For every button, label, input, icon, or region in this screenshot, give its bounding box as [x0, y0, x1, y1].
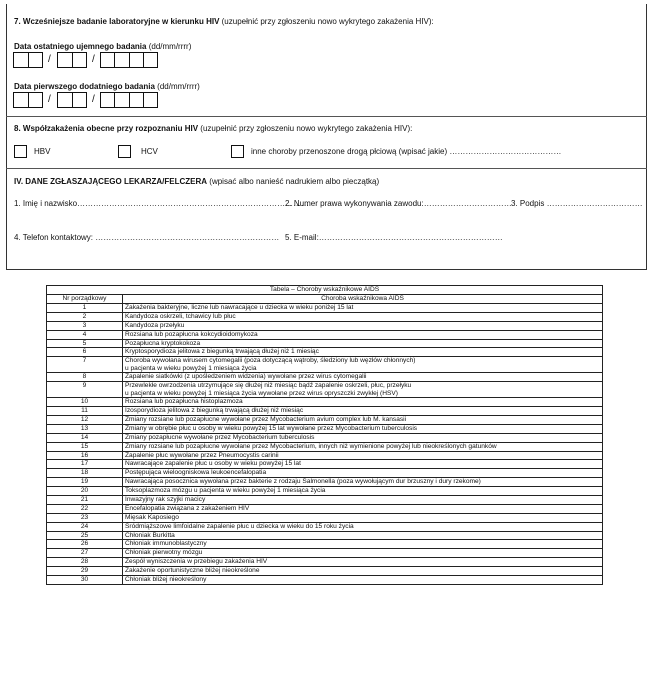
table-row: [47, 304, 603, 313]
date-separator: /: [92, 54, 95, 65]
table-body: [47, 304, 603, 585]
table-row: [47, 424, 603, 433]
row-number: 11: [47, 407, 123, 416]
table-row: [47, 487, 603, 496]
disease-name: [123, 312, 603, 321]
row-number: 4: [47, 330, 123, 339]
table-row: [47, 373, 603, 382]
row-number: 8: [47, 373, 123, 382]
table-row: [47, 549, 603, 558]
table-row: [47, 433, 603, 442]
doctor-name-field[interactable]: 1. Imię i nazwisko……………………………………………………………………………: [14, 199, 310, 208]
section4-title-note: (wpisać albo nanieść nadrukiem albo pieczątką): [209, 177, 380, 186]
row-number: 5: [47, 339, 123, 348]
row-number: 7: [47, 357, 123, 373]
row-number: 6: [47, 348, 123, 357]
disease-name: [123, 442, 603, 451]
table-row: [47, 576, 603, 585]
neg-date-day-field[interactable]: [13, 52, 43, 68]
row-number: 20: [47, 487, 123, 496]
row-number: 13: [47, 424, 123, 433]
table-row: [47, 496, 603, 505]
disease-name-line: Pozapłucna kryptokokoza: [125, 339, 201, 347]
disease-name: [123, 373, 603, 382]
pos-date-month-field[interactable]: [57, 92, 87, 108]
row-number: 12: [47, 416, 123, 425]
row-number: 15: [47, 442, 123, 451]
disease-name: [123, 357, 603, 373]
neg-date-label-bold: Data ostatniego ujemnego badania: [14, 42, 147, 51]
table-row: [47, 416, 603, 425]
column-header-nr: Nr porządkowy: [47, 295, 123, 304]
disease-name-line: Chłoniak Burkitta: [125, 531, 175, 539]
disease-name-line: Kandydoza oskrzeli, tchawicy lub płuc: [125, 312, 236, 320]
disease-name-line: Przewlekłe owrzodzenia utrzymujące się dłużej niż miesiąc bądź zapalenie oskrzeli, płuc, przełyku: [125, 382, 412, 390]
pos-date-year-field[interactable]: [100, 92, 158, 108]
table-row: [47, 478, 603, 487]
disease-name-line: Zakażenia bakteryjne, liczne lub nawracające u dziecka w wieku poniżej 15 lat: [125, 304, 354, 311]
disease-name-line: Zmiany rozsiane lub pozapłucne wywołane przez Mycobacterium, innych niż wymienione powyżej lub nieokreślonych gatunków: [125, 442, 497, 450]
disease-name-line: Zakażenie oportunistyczne bliżej nieokreślone: [125, 567, 260, 575]
table-row: [47, 442, 603, 451]
table-row: [47, 407, 603, 416]
disease-name: [123, 382, 603, 398]
row-number: 27: [47, 549, 123, 558]
neg-date-year-field[interactable]: [100, 52, 158, 68]
row-number: 19: [47, 478, 123, 487]
disease-name-line: Kryptosporydioza jelitowa z biegunką trwającą dłużej niż 1 miesiąc: [125, 348, 319, 356]
disease-name: [123, 504, 603, 513]
disease-name-line: Zmiany pozapłucne wywołane przez Mycobacterium tuberculosis: [125, 433, 315, 441]
signature-field[interactable]: 3. Podpis ………………………………: [511, 199, 643, 208]
row-number: 3: [47, 321, 123, 330]
hbv-label: HBV: [34, 147, 51, 156]
table-row: [47, 460, 603, 469]
disease-name: [123, 304, 603, 313]
table-row: [47, 398, 603, 407]
disease-name: [123, 478, 603, 487]
email-field[interactable]: 5. E-mail:……………………………………………………………: [285, 233, 503, 242]
row-number: 23: [47, 513, 123, 522]
table-row: [47, 357, 603, 373]
disease-name-line: Nawracająca posocznica wywołana przez bakterie z rodzaju Salmonella (poza wywołującym dur brzuszny i dury rzekome): [125, 478, 481, 486]
disease-name: [123, 424, 603, 433]
table-row: [47, 321, 603, 330]
section7-title-note: (uzupełnić przy zgłoszeniu nowo wykrytego zakażenia HIV):: [221, 17, 434, 26]
disease-name: [123, 416, 603, 425]
disease-name-line: u pacjenta w wieku powyżej 1 miesiąca życia: [125, 364, 257, 372]
disease-name-line: Izosporydioza jelitowa z biegunką trwającą dłużej niż miesiąc: [125, 407, 304, 415]
phone-field[interactable]: 4. Telefon kontaktowy: ……………………………………………………………: [14, 233, 280, 242]
divider: [6, 168, 647, 169]
section8-title: [14, 124, 412, 134]
hcv-label: HCV: [141, 147, 158, 156]
disease-name: [123, 487, 603, 496]
other-std-checkbox[interactable]: [231, 145, 244, 158]
row-number: 28: [47, 558, 123, 567]
disease-name-line: Zapalenie płuc wywołane przez Pneumocystis carinii: [125, 451, 279, 459]
row-number: 25: [47, 531, 123, 540]
disease-name: [123, 330, 603, 339]
neg-date-format: (dd/mm/rrrr): [148, 42, 192, 51]
row-number: 30: [47, 576, 123, 585]
disease-name: [123, 460, 603, 469]
disease-name: [123, 522, 603, 531]
disease-name: [123, 433, 603, 442]
section4-title-bold: IV. DANE ZGŁASZAJĄCEGO LEKARZA/FELCZERA: [14, 177, 208, 186]
row-number: 22: [47, 504, 123, 513]
disease-name-line: u pacjenta w wieku powyżej 1 miesiąca życia wywołane przez wirus opryszczki zwykłej (HSV): [125, 389, 398, 397]
row-number: 29: [47, 567, 123, 576]
disease-name: [123, 348, 603, 357]
disease-name: [123, 451, 603, 460]
disease-name-line: Mięsak Kaposiego: [125, 513, 179, 521]
disease-name: [123, 407, 603, 416]
hbv-checkbox[interactable]: [14, 145, 27, 158]
table-row: [47, 504, 603, 513]
aids-indicator-table: [46, 285, 603, 585]
row-number: 26: [47, 540, 123, 549]
disease-name-line: Choroba wywołana wirusem cytomegalii (poza dotyczącą wątroby, śledziony lub węzłów chłonnych): [125, 357, 416, 365]
disease-name-line: Encefalopatia związana z zakażeniem HIV: [125, 504, 250, 512]
disease-name-line: Kandydoza przełyku: [125, 321, 185, 329]
section8-title-note: (uzupełnić przy zgłoszeniu nowo wykrytego zakażenia HIV):: [200, 124, 413, 133]
disease-name-line: Chłoniak bliżej nieokreślony: [125, 576, 207, 584]
section4-title: [14, 177, 379, 187]
section7-title: [14, 17, 434, 27]
table-row: [47, 540, 603, 549]
pos-date-format: (dd/mm/rrrr): [157, 82, 200, 91]
table-title: Tabela – Choroby wskaźnikowe AIDS: [47, 286, 603, 295]
disease-name-line: Zapalenie siatkówki (z upośledzeniem widzenia) wywołane przez wirus cytomegalii: [125, 373, 367, 381]
table-row: [47, 567, 603, 576]
row-number: 9: [47, 382, 123, 398]
disease-name: [123, 567, 603, 576]
disease-name: [123, 469, 603, 478]
table-header-row: [47, 295, 603, 304]
disease-name-line: Chłoniak immunoblastyczny: [125, 540, 207, 548]
section8-title-bold: 8. Współzakażenia obecne przy rozpoznaniu HIV: [14, 124, 199, 133]
date-separator: /: [48, 54, 51, 65]
neg-date-month-field[interactable]: [57, 52, 87, 68]
disease-name-line: Zmiany rozsiane lub pozapłucne wywołane przez Mycobacterium avium complex lub M. kansasii: [125, 416, 407, 424]
table-row: [47, 339, 603, 348]
disease-name-line: Nawracające zapalenie płuc u osoby w wieku powyżej 15 lat: [125, 460, 301, 468]
disease-name-line: Chłoniak pierwotny mózgu: [125, 549, 203, 557]
table-row: [47, 469, 603, 478]
disease-name: [123, 576, 603, 585]
row-number: 1: [47, 304, 123, 313]
pos-date-label-bold: Data pierwszego dodatniego badania: [14, 82, 155, 91]
table-row: [47, 522, 603, 531]
neg-date-label: [14, 42, 191, 52]
disease-name-line: Śródmiąższowe limfoidalne zapalenie płuc u dziecka w wieku do 15 roku życia: [125, 522, 354, 530]
table-row: [47, 382, 603, 398]
disease-name-line: Rozsiana lub pozapłucna histoplazmoza: [125, 398, 243, 406]
row-number: 21: [47, 496, 123, 505]
table-row: [47, 312, 603, 321]
table-row: [47, 451, 603, 460]
date-separator: /: [48, 94, 51, 105]
disease-name-line: Zespół wyniszczenia w przebiegu zakażenia HIV: [125, 558, 268, 566]
disease-name: [123, 558, 603, 567]
disease-name: [123, 549, 603, 558]
disease-name: [123, 321, 603, 330]
hcv-checkbox[interactable]: [118, 145, 131, 158]
row-number: 2: [47, 312, 123, 321]
disease-name-line: Toksoplazmoza mózgu u pacjenta w wieku powyżej 1 miesiąca życia: [125, 487, 326, 495]
row-number: 18: [47, 469, 123, 478]
disease-name-line: Inwazyjny rak szyjki macicy: [125, 496, 206, 504]
section7-title-bold: 7. Wcześniejsze badanie laboratoryjne w kierunku HIV: [14, 17, 220, 26]
table-row: [47, 348, 603, 357]
row-number: 24: [47, 522, 123, 531]
disease-name: [123, 531, 603, 540]
disease-name: [123, 398, 603, 407]
other-std-label: inne choroby przenoszone drogą płciową (wpisać jakie) ……………………………………: [251, 147, 562, 156]
row-number: 14: [47, 433, 123, 442]
divider: [6, 116, 647, 117]
disease-name: [123, 496, 603, 505]
disease-name-line: Zmiany w obrębie płuc u osoby w wieku powyżej 15 lat wywołane przez Mycobacterium tuberculosis: [125, 424, 418, 432]
date-separator: /: [92, 94, 95, 105]
disease-name-line: Rozsiana lub pozapłucna kokcydioidomykoza: [125, 330, 258, 338]
table-row: [47, 558, 603, 567]
table-row: [47, 531, 603, 540]
pos-date-label: [14, 82, 200, 92]
table-row: [47, 330, 603, 339]
table-row: [47, 513, 603, 522]
disease-name: [123, 540, 603, 549]
table-title-row: [47, 286, 603, 295]
disease-name-line: Postępująca wieloogniskowa leukoencefalopatia: [125, 469, 267, 477]
row-number: 10: [47, 398, 123, 407]
row-number: 16: [47, 451, 123, 460]
license-number-field[interactable]: 2. Numer prawa wykonywania zawodu:……………………………: [285, 199, 512, 208]
disease-name: [123, 513, 603, 522]
disease-name: [123, 339, 603, 348]
pos-date-day-field[interactable]: [13, 92, 43, 108]
row-number: 17: [47, 460, 123, 469]
column-header-disease: Choroba wskaźnikowa AIDS: [123, 295, 603, 304]
